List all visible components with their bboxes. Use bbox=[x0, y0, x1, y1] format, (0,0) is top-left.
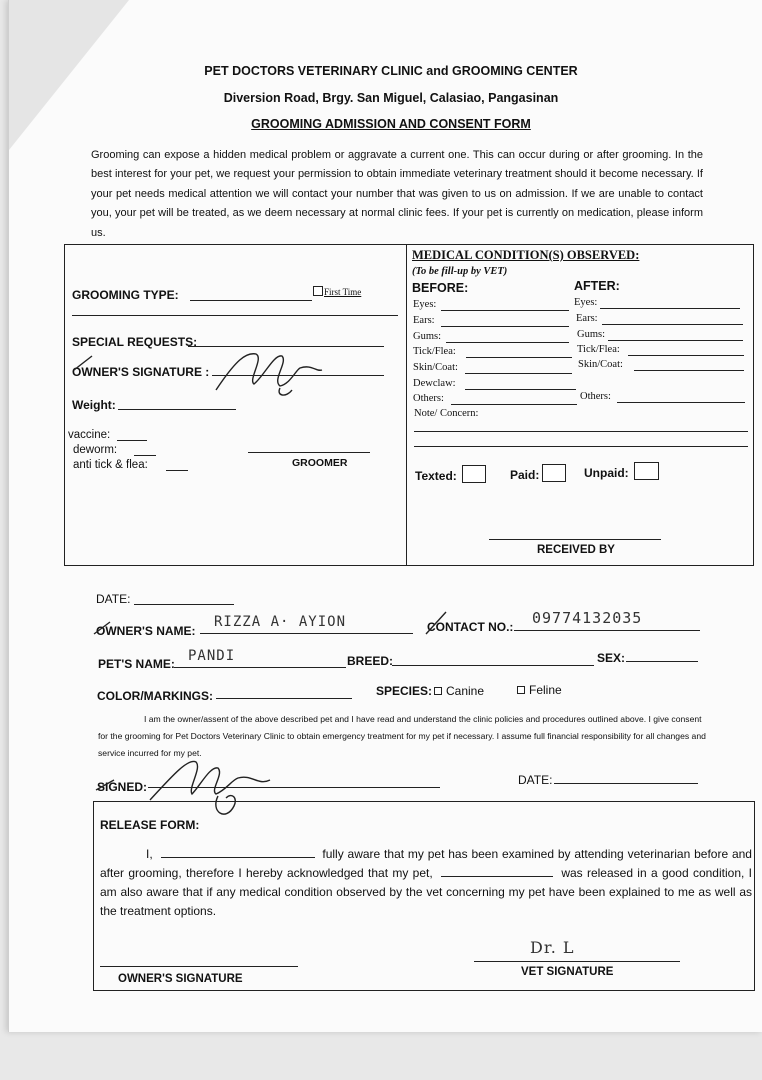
form-title: GROOMING ADMISSION AND CONSENT FORM bbox=[251, 117, 531, 131]
after-eyes-field[interactable] bbox=[600, 308, 740, 309]
groomer-signature-line[interactable] bbox=[248, 452, 370, 453]
groomer-label: GROOMER bbox=[292, 457, 348, 469]
consent-text: I am the owner/assent of the above described pet and I have read and understand the clinic policies and procedures outlined above. I give consent for the grooming for Pet Doctors Veterinary Clinic to obtain emergency treatment for my pet if necessary. I assume full financial responsibility for all changes and service incurred for my pet. bbox=[98, 714, 706, 758]
note-line-1[interactable] bbox=[414, 431, 748, 432]
vaccine-field[interactable] bbox=[117, 440, 147, 441]
consent-paragraph bbox=[98, 711, 708, 762]
texted-checkbox[interactable] bbox=[462, 465, 486, 483]
after-ears-field[interactable] bbox=[602, 324, 743, 325]
canine-checkbox[interactable] bbox=[434, 687, 442, 695]
special-requests-field[interactable] bbox=[188, 346, 384, 347]
pet-name-value: PANDI bbox=[188, 648, 236, 664]
received-by-label: RECEIVED BY bbox=[537, 544, 615, 556]
clinic-name: PET DOCTORS VETERINARY CLINIC and GROOMING CENTER bbox=[204, 64, 578, 78]
anti-tick-field[interactable] bbox=[166, 470, 188, 471]
after-tick-label: Tick/Flea: bbox=[577, 344, 620, 355]
color-markings-label: COLOR/MARKINGS: bbox=[97, 689, 213, 703]
contact-label: CONTACT NO.: bbox=[427, 620, 514, 634]
species-label: SPECIES: bbox=[376, 684, 433, 698]
grooming-type-line2[interactable] bbox=[72, 315, 398, 316]
contact-value: 09774132035 bbox=[532, 609, 643, 627]
texted-label: Texted: bbox=[415, 469, 457, 483]
owner-signature-scribble bbox=[66, 350, 336, 400]
unpaid-label: Unpaid: bbox=[584, 466, 629, 480]
before-others-label: Others: bbox=[413, 393, 444, 404]
pet-name-field[interactable] bbox=[174, 667, 346, 668]
grooming-type-field[interactable] bbox=[190, 300, 312, 301]
release-text-1: fully aware that my pet has been examined by attending veterinarian before and after grooming, therefore I hereby acknowledged that my pet, bbox=[100, 847, 752, 880]
before-others-field[interactable] bbox=[451, 404, 577, 405]
note-label: Note/ Concern: bbox=[414, 408, 479, 419]
weight-field[interactable] bbox=[118, 409, 236, 410]
sex-field[interactable] bbox=[626, 661, 698, 662]
before-eyes-label: Eyes: bbox=[413, 299, 437, 310]
weight-label: Weight: bbox=[72, 398, 116, 412]
after-ears-label: Ears: bbox=[576, 313, 598, 324]
release-paragraph bbox=[100, 845, 752, 921]
before-dewclaw-label: Dewclaw: bbox=[413, 378, 456, 389]
canine-label: Canine bbox=[446, 684, 485, 698]
intro-paragraph: Grooming can expose a hidden medical problem or aggravate a current one. This can occur during or after grooming. In the best interest for your pet, we request your permission to obtain immediate veterinary treatment should it become necessary. If your pet needs medical attention we will contact your number that was given to us on admission. If we are unable to contact you, your pet will be treated, as we deem necessary at normal clinic fees. If your pet is currently on medication, please inform us. bbox=[91, 149, 703, 239]
vaccine-label: vaccine: bbox=[68, 429, 111, 441]
release-i: I, bbox=[146, 847, 153, 861]
after-header: AFTER: bbox=[574, 279, 620, 293]
grooming-type-label: GROOMING TYPE: bbox=[72, 288, 179, 302]
special-requests-label: SPECIAL REQUESTS: bbox=[72, 335, 198, 349]
before-header: BEFORE: bbox=[412, 281, 469, 295]
box-divider bbox=[406, 244, 407, 566]
release-owner-signature-label: OWNER'S SIGNATURE bbox=[118, 973, 243, 985]
feline-checkbox[interactable] bbox=[517, 686, 525, 694]
owner-signature-line[interactable] bbox=[100, 966, 298, 967]
note-line-2[interactable] bbox=[414, 446, 748, 447]
before-skin-label: Skin/Coat: bbox=[413, 362, 458, 373]
after-eyes-label: Eyes: bbox=[574, 297, 598, 308]
date-field[interactable] bbox=[134, 604, 234, 605]
pet-name-label: PET'S NAME: bbox=[98, 657, 175, 671]
release-owner-name-field[interactable] bbox=[161, 846, 315, 858]
after-skin-label: Skin/Coat: bbox=[578, 359, 623, 370]
strike-marks bbox=[90, 608, 450, 638]
after-tick-field[interactable] bbox=[628, 355, 744, 356]
contact-field[interactable] bbox=[514, 630, 700, 631]
breed-field[interactable] bbox=[392, 665, 594, 666]
date2-field[interactable] bbox=[554, 783, 698, 784]
medical-title: MEDICAL CONDITION(S) OBSERVED: bbox=[412, 248, 640, 262]
release-title: RELEASE FORM: bbox=[100, 818, 200, 832]
owner-signature-label: OWNER'S SIGNATURE : bbox=[72, 365, 210, 379]
after-others-label: Others: bbox=[580, 391, 611, 402]
first-time-label: First Time bbox=[324, 287, 362, 297]
after-others-field[interactable] bbox=[617, 402, 745, 403]
before-gums-label: Gums: bbox=[413, 331, 442, 342]
release-text-2: was released in a good condition, I am also aware that if any medical condition observed by the vet concerning my pet have been explained to me as well as the treatment options. bbox=[100, 866, 752, 918]
before-tick-field[interactable] bbox=[466, 357, 572, 358]
before-tick-label: Tick/Flea: bbox=[413, 346, 456, 357]
first-time-checkbox[interactable] bbox=[313, 286, 323, 296]
breed-label: BREED: bbox=[347, 654, 394, 668]
before-gums-field[interactable] bbox=[446, 342, 569, 343]
clinic-address: Diversion Road, Brgy. San Miguel, Calasiao, Pangasinan bbox=[223, 91, 559, 105]
release-pet-name-field[interactable] bbox=[441, 865, 553, 877]
signed-label: SIGNED: bbox=[97, 780, 148, 794]
after-gums-label: Gums: bbox=[577, 329, 606, 340]
medical-subtitle: (To be fill-up by VET) bbox=[412, 266, 508, 277]
after-gums-field[interactable] bbox=[608, 340, 743, 341]
paid-label: Paid: bbox=[510, 468, 540, 482]
before-eyes-field[interactable] bbox=[441, 310, 569, 311]
after-skin-field[interactable] bbox=[634, 370, 744, 371]
vet-signature-line[interactable] bbox=[474, 961, 680, 962]
owner-name-label: OWNER'S NAME: bbox=[96, 624, 196, 638]
unpaid-checkbox[interactable] bbox=[634, 462, 659, 480]
received-by-line[interactable] bbox=[489, 539, 661, 540]
anti-tick-label: anti tick & flea: bbox=[73, 459, 148, 471]
feline-label: Feline bbox=[529, 683, 562, 697]
vet-initials: Dr. L bbox=[530, 938, 575, 957]
before-ears-field[interactable] bbox=[441, 326, 569, 327]
before-skin-field[interactable] bbox=[465, 373, 572, 374]
paid-checkbox[interactable] bbox=[542, 464, 566, 482]
date-label: DATE: bbox=[96, 592, 131, 606]
deworm-field[interactable] bbox=[134, 455, 156, 456]
before-ears-label: Ears: bbox=[413, 315, 435, 326]
owner-name-value: RIZZA A· AYION bbox=[214, 614, 347, 630]
sex-label: SEX: bbox=[597, 651, 626, 665]
vet-signature-label: VET SIGNATURE bbox=[521, 966, 614, 978]
deworm-label: deworm: bbox=[73, 444, 118, 456]
color-markings-field[interactable] bbox=[216, 698, 352, 699]
before-dewclaw-field[interactable] bbox=[465, 389, 576, 390]
date2-label: DATE: bbox=[518, 773, 553, 787]
